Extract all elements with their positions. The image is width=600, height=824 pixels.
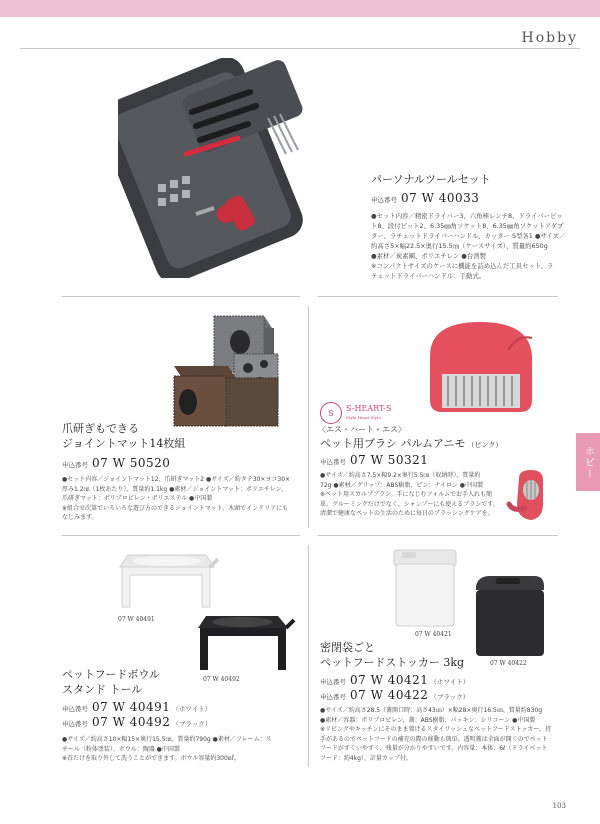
bowl-white-caption: 07 W 40491 bbox=[118, 616, 155, 623]
bowl-variant: （ブラック） bbox=[172, 720, 212, 728]
section-rule bbox=[62, 296, 300, 297]
stocker-order-black bbox=[320, 688, 469, 702]
desc-line: ●セット内容／精密ドライバー3、六角棒レンチ8、ドライバービッ bbox=[371, 212, 563, 220]
brush-order-number: 07 W 50321 bbox=[350, 453, 429, 467]
brush-name-text: ペット用ブラシ パルムアニモ bbox=[320, 437, 466, 450]
desc-line: 清潔で健康なペットの生活のために毎日のブラッシングケアを。 bbox=[320, 510, 494, 518]
name-line: ペットフードボウル bbox=[62, 668, 161, 681]
bowl-order-white bbox=[62, 700, 211, 714]
stocker-order-number: 07 W 40422 bbox=[350, 688, 429, 702]
desc-line: ト8、段付ビット2、6.35㎜角ソケット8、6.35㎜角ソケットアダプ bbox=[371, 222, 564, 230]
section-rule bbox=[318, 296, 558, 297]
desc-line: ター、ラチェットドライバーハンドル、カッター S型各1 ●サイズ／ bbox=[371, 232, 566, 240]
section-rule bbox=[318, 535, 558, 536]
name-line: スタンド トール bbox=[62, 683, 143, 696]
name-line: ペットフードストッカー 3kg bbox=[320, 656, 465, 669]
toolset-name: パーソナルツールセット bbox=[371, 173, 491, 186]
desc-line: 単。グルーミングだけでなく、シャンプーにも使えるブラシです。 bbox=[320, 500, 499, 508]
pet-brush-image bbox=[420, 316, 544, 418]
desc-line: ●素材／容器：ポリプロピレン、蓋：ABS樹脂、パッキン：シリコーン ●中国製 bbox=[320, 716, 536, 724]
order-label: 申込番号 bbox=[62, 720, 88, 728]
section-rule bbox=[62, 535, 300, 536]
toolset-order bbox=[371, 191, 479, 205]
bowl-stand-black-image bbox=[190, 608, 300, 678]
brush-brand-subtitle: 〈エス・ハート・エス〉 bbox=[318, 425, 406, 434]
desc-line: ●サイズ／約高さ28.5（蓋開口時：高さ43㎝）×幅28×奥行16.5㎝、質量約830g bbox=[320, 707, 543, 714]
brand-mark: S bbox=[320, 402, 342, 424]
name-line: ジョイントマット14枚組 bbox=[62, 437, 186, 450]
stocker-variant: （ブラック） bbox=[430, 693, 470, 701]
desc-line: ●サイズ／約高さ7.5×幅9.2×奥行5.5㎝（収納時）、質量約 bbox=[320, 472, 481, 479]
mat-description bbox=[62, 475, 307, 523]
order-label: 申込番号 bbox=[371, 196, 397, 204]
food-stocker-white-image bbox=[386, 546, 466, 630]
brand-tagline: Style Heart Style bbox=[346, 414, 381, 420]
bowl-stand-white-image bbox=[110, 545, 226, 615]
desc-line: フードがすくいやすく、残量が分かりやすいです。内容量：本体：6ℓ（ドライペット bbox=[320, 745, 548, 753]
column-divider bbox=[308, 545, 309, 767]
desc-line: チール（粉体塗装）、ボウル：陶器 ●中国製 bbox=[62, 745, 180, 753]
order-label: 申込番号 bbox=[320, 678, 346, 686]
stocker-black-caption: 07 W 40422 bbox=[490, 660, 527, 667]
brush-description bbox=[320, 471, 510, 519]
stocker-description bbox=[320, 706, 555, 764]
order-label: 申込番号 bbox=[62, 705, 88, 713]
page-number: 103 bbox=[552, 802, 566, 810]
column-divider bbox=[308, 306, 309, 528]
bowl-black-caption: 07 W 40492 bbox=[203, 676, 240, 683]
name-line: 密閉袋ごと bbox=[320, 641, 375, 654]
desc-line: ●セット内容／ジョイントマット12、爪研ぎマット2 ●サイズ／約タテ30×ヨコ30× bbox=[62, 476, 291, 483]
desc-line: ●素材／炭素鋼、ポリエチレン ●台湾製 bbox=[371, 252, 487, 260]
bowl-order-number: 07 W 40492 bbox=[92, 715, 171, 729]
desc-line: ※リビングやキッチンにそのまま置けるスタイリッシュなペットフードストッカー。持 bbox=[320, 726, 552, 734]
toolset-image bbox=[118, 58, 318, 278]
desc-line: 約高さ5×幅22.5×奥行15.5㎝（ケースサイズ）、質量約650g bbox=[371, 242, 548, 250]
desc-line: 手があるのでペットフードの補充の際の移動も簡単。透明蓋は全面が開くのでペット bbox=[320, 735, 548, 743]
mat-name bbox=[62, 421, 185, 451]
stocker-white-caption: 07 W 40421 bbox=[415, 631, 452, 638]
desc-line: なじみます。 bbox=[62, 514, 98, 522]
brush-variant: （ピンク） bbox=[467, 441, 503, 449]
toolset-order-number: 07 W 40033 bbox=[401, 191, 480, 205]
toolset-description bbox=[371, 211, 586, 281]
mat-order bbox=[62, 456, 170, 470]
stocker-variant: （ホワイト） bbox=[430, 678, 470, 686]
stocker-order-number: 07 W 40421 bbox=[350, 673, 429, 687]
desc-line: ※コンパクトサイズのケースに機能を詰め込んだ工具セット。ラ bbox=[371, 262, 554, 270]
bowl-order-number: 07 W 40491 bbox=[92, 700, 171, 714]
bowl-name bbox=[62, 667, 160, 697]
top-color-band bbox=[0, 0, 600, 17]
mat-order-number: 07 W 50520 bbox=[92, 456, 171, 470]
brush-detail-image bbox=[505, 468, 555, 524]
food-stocker-black-image bbox=[470, 574, 550, 660]
joint-mat-image bbox=[168, 306, 298, 434]
desc-line: 72g ●素材／グリップ：ABS樹脂、ピン：ナイロン ●中国製 bbox=[320, 481, 483, 489]
bowl-order-black bbox=[62, 715, 211, 729]
brush-order bbox=[320, 453, 428, 467]
section-title: Hobby bbox=[521, 30, 578, 46]
order-label: 申込番号 bbox=[320, 693, 346, 701]
bowl-description bbox=[62, 735, 307, 764]
desc-line: チェットドライバーハンドル：手動式。 bbox=[371, 272, 486, 280]
desc-line: 爪研ぎマット：ポリプロピレン・ポリエステル ●中国製 bbox=[62, 495, 213, 503]
name-line: 爪研ぎもできる bbox=[62, 422, 139, 435]
brush-name bbox=[320, 436, 502, 453]
order-label: 申込番号 bbox=[62, 461, 88, 469]
stocker-order-white bbox=[320, 673, 469, 687]
desc-line: ●サイズ／約高さ10×幅15×奥行15.5㎝、質量約790g ●素材／フレーム：ス bbox=[62, 736, 272, 743]
desc-line: ※ペット用スカルプブラシ。手になじむフォルムでお手入れも簡 bbox=[320, 491, 493, 499]
brand-logo bbox=[320, 402, 391, 424]
bowl-variant: （ホワイト） bbox=[172, 705, 212, 713]
side-tab: ホビー bbox=[576, 433, 600, 491]
desc-line: 厚み1.2㎝（1枚あたり）、質量約1.1kg ●素材／ジョイントマット：ポリエチレン、 bbox=[62, 485, 288, 493]
desc-line: ※組合せ次第でいろいろな遊び方のできるジョイントマット。木頭でインテリアにも bbox=[62, 504, 289, 512]
stocker-name bbox=[320, 640, 464, 670]
header-rule bbox=[20, 48, 580, 49]
order-label: 申込番号 bbox=[320, 458, 346, 466]
desc-line: ※首だけを取り外して洗うことができます。ボウル容量約300㎖。 bbox=[62, 755, 240, 763]
desc-line: フード：約4kg）、計量カップ付。 bbox=[320, 754, 412, 762]
brand-name: S-HEART-S bbox=[346, 403, 392, 413]
